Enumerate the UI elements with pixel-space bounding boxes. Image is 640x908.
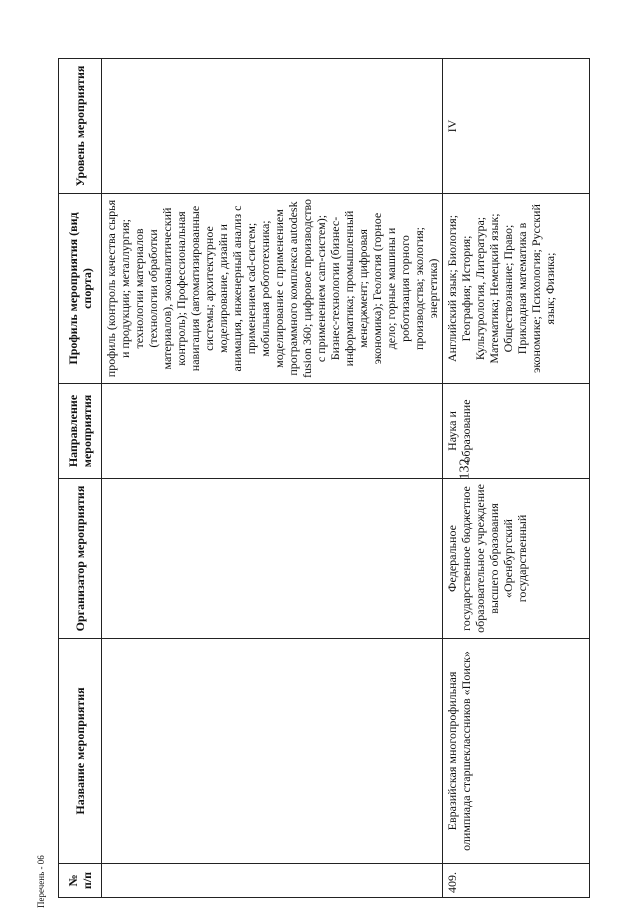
cell-level: IV: [443, 59, 590, 194]
cell-organizer: [102, 479, 443, 639]
table-container: [58, 58, 590, 898]
table-row: [443, 59, 590, 898]
cell-direction: Наука и образование: [443, 384, 590, 479]
cell-num: 409.: [443, 864, 590, 898]
header-level: Уровень мероприятия: [59, 59, 102, 194]
rotated-table: [58, 58, 590, 898]
cell-organizer: Федеральное государственное бюджетное образовательное учреждение высшего образования «Оренбургский государственный: [443, 479, 590, 639]
cell-name: [102, 639, 443, 864]
cell-name: Евразийская многопрофильная олимпиада старшеклассников «Поиск»: [443, 639, 590, 864]
header-num: № п/п: [59, 864, 102, 898]
header-name: Название мероприятия: [59, 639, 102, 864]
page-number: 132: [457, 458, 473, 480]
table-row: [102, 59, 443, 898]
footer-note: Перечень - 06: [36, 855, 46, 908]
cell-profile: профиль (контроль качества сырья и продукции; металлургия; технологии материалов (технологии обработки материалов), экоаналитический контроль); Профессиональная навигация (автоматизированные системы; архитектурное моделирование, дизайн и анимация, инженерный анализ с применением cad-систем; мобильная робототехника; моделирование с применением программного комплекса autodesk fusion 360; цифровое производство с применением cam-систем); Бизнес-технологии (бизнес-информатика; промышленный менеджмент; цифровая экономика); Геология (горное дело; горные машины и роботизация горного производства; экология; энергетика): [102, 194, 443, 384]
cell-profile: Английский язык; Биология; География; История; Культурология, Литература; Математика; Немецкий язык; Обществознание; Право; Прикладная математика в экономике; Психология; Русский язык; Физика;: [443, 194, 590, 384]
cell-num: [102, 864, 443, 898]
cell-direction: [102, 384, 443, 479]
cell-level: [102, 59, 443, 194]
header-profile: Профиль мероприятия (вид спорта): [59, 194, 102, 384]
events-table: [58, 58, 590, 898]
header-direction: Направление мероприятия: [59, 384, 102, 479]
table-header-row: [59, 59, 102, 898]
header-organizer: Организатор мероприятия: [59, 479, 102, 639]
